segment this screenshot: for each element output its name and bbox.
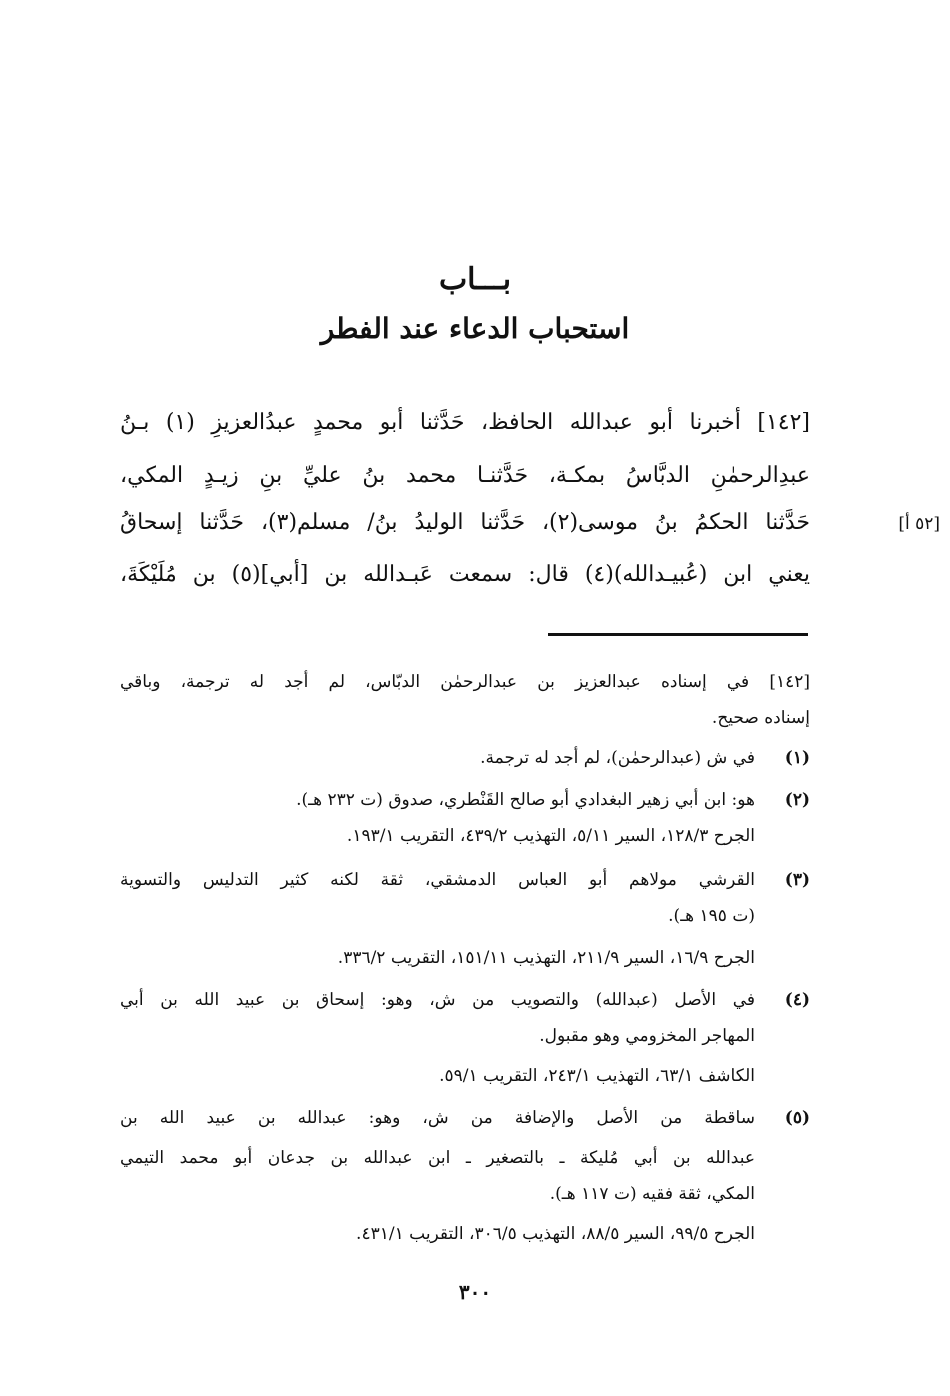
footnote-number: (٥): [784, 1108, 810, 1128]
hadith-text-line: [١٤٢] أخبرنا أبو عبدالله الحافظ، حَدَّثنا أبو محمدٍ عبدُالعزيزِ (١) بـنُ: [120, 410, 810, 435]
footnote-separator: [548, 633, 808, 636]
footnote-text: الجرح ١٦/٩، السير ٢١١/٩، التهذيب ١٥١/١١، التقريب ٣٣٦/٢.: [337, 948, 755, 968]
footnote-number: (١): [784, 748, 810, 768]
chapter-title: استحباب الدعاء عند الفطر: [320, 312, 630, 345]
hadith-text-line: يعني ابن (عُبيـدالله)(٤) قال: سمعت عَبـدالله بن [أبي](٥) بن مُلَيْكَةَ،: [120, 562, 810, 587]
footnote-text: الجرح ١٢٨/٣، السير ٥/١١، التهذيب ٤٣٩/٢، التقريب ١٩٣/١.: [346, 826, 755, 846]
footnote-text: الجرح ٩٩/٥، السير ٨٨/٥، التهذيب ٣٠٦/٥، التقريب ٤٣١/١.: [356, 1224, 755, 1244]
footnote-text: المكي، ثقة فقيه (ت ١١٧ هـ).: [549, 1184, 755, 1204]
footnote-number: (٣): [784, 870, 810, 890]
footnote-intro: إسناده صحيح.: [711, 708, 810, 728]
footnote-text: في الأصل (عبدالله) والتصويب من ش، وهو: إسحاق بن عبيد الله بن أبي: [120, 990, 755, 1010]
footnote-text: في ش (عبدالرحمٰن)، لم أجد له ترجمة.: [480, 748, 755, 768]
footnote-number: (٢): [784, 790, 810, 810]
footnote-text: ساقطة من الأصل والإضافة من ش، وهو: عبدالله بن عبيد الله بن: [120, 1108, 755, 1128]
footnote-number: (٤): [784, 990, 810, 1010]
hadith-text-line: عبدِالرحمٰنِ الدبَّاسُ بمكـة، حَدَّثنـا محمد بنُ عليِّ بنِ زيـدٍ المكي،: [120, 463, 810, 488]
footnote-intro: [١٤٢] في إسناده عبدالعزيز بن عبدالرحمٰن الدبّاس، لم أجد له ترجمة، وباقي: [120, 672, 810, 692]
manuscript-folio-marker: [٥٢ أ]: [898, 514, 940, 534]
chapter-heading: بـــاب: [438, 262, 512, 297]
footnote-text: (ت ١٩٥ هـ).: [668, 906, 755, 926]
footnote-text: عبدالله بن أبي مُليكة ـ بالتصغير ـ ابن عبدالله بن جدعان أبو محمد التيمي: [120, 1148, 755, 1168]
footnote-text: هو: ابن أبي زهير البغدادي أبو صالح القَنْطري، صدوق (ت ٢٣٢ هـ).: [296, 790, 755, 810]
footnote-text: المهاجر المخزومي وهو مقبول.: [539, 1026, 755, 1046]
page-number: ٣٠٠: [458, 1280, 492, 1304]
footnote-text: الكاشف ٦٣/١، التهذيب ٢٤٣/١، التقريب ٥٩/١.: [439, 1066, 755, 1086]
hadith-text-line: حَدَّثنا الحكمُ بنُ موسى(٢)، حَدَّثنا الوليدُ بنُ/ مسلم(٣)، حَدَّثنا إسحاقُ: [120, 510, 810, 535]
footnote-text: القرشي مولاهم أبو العباس الدمشقي، ثقة لكنه كثير التدليس والتسوية: [120, 870, 755, 890]
